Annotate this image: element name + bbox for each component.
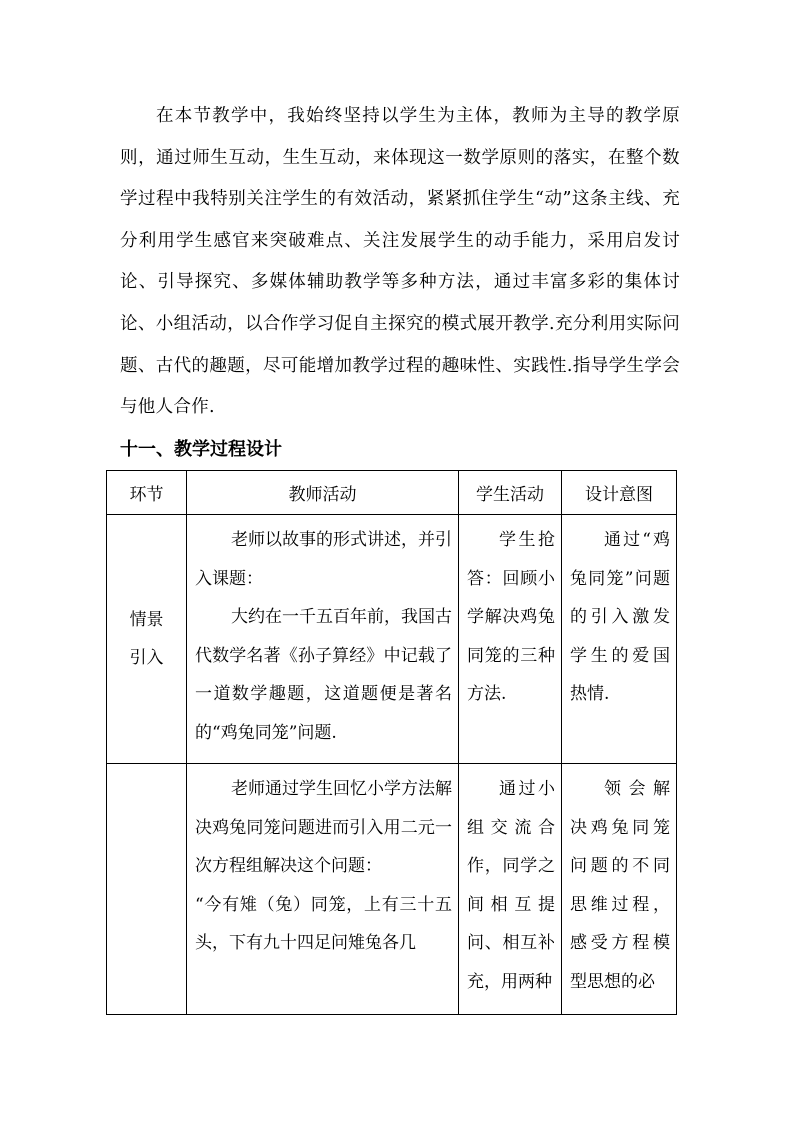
student-activity-text: 学生抢答：回顾小学解决鸡兔同笼的三种方法. bbox=[467, 530, 555, 704]
teacher-activity-text: 大约在一千五百年前，我国古代数学名著《孙子算经》中记载了一道数学趣题，这道题便是著名的“鸡兔同笼”问题. bbox=[195, 607, 452, 743]
student-activity-text: 通过小组交流合作，同学之间相互提问、相互补充，用两种 bbox=[467, 779, 555, 992]
design-intent-cell bbox=[562, 764, 677, 1015]
teaching-process-table bbox=[106, 470, 677, 1015]
env-label: 引入 bbox=[129, 648, 164, 668]
teacher-activity-cell bbox=[187, 764, 459, 1015]
header-design-intent: 设计意图 bbox=[562, 471, 677, 515]
student-activity-cell bbox=[459, 515, 562, 764]
teacher-activity-cell bbox=[187, 515, 459, 764]
design-intent-cell bbox=[562, 515, 677, 764]
table-header-row bbox=[107, 471, 677, 515]
table-row bbox=[107, 764, 677, 1015]
env-cell bbox=[107, 515, 187, 764]
design-intent-text: 领会解决鸡兔同笼问题的不同思维过程，感受方程模型思想的必 bbox=[570, 779, 670, 992]
student-activity-cell bbox=[459, 764, 562, 1015]
header-env: 环节 bbox=[107, 471, 187, 515]
header-teacher-activity: 教师活动 bbox=[187, 471, 459, 515]
section-heading: 十一、教学过程设计 bbox=[120, 439, 282, 460]
env-label: 情景 bbox=[129, 610, 164, 630]
teacher-activity-text: 老师通过学生回忆小学方法解决鸡兔同笼问题进而引入用二元一次方程组解决这个问题： bbox=[195, 779, 452, 876]
env-cell bbox=[107, 764, 187, 1015]
intro-paragraph: 在本节教学中，我始终坚持以学生为主体，教师为主导的教学原则，通过师生互动，生生互动，来体现这一数学原则的落实，在整个数学过程中我特别关注学生的有效活动，紧紧抓住学生“动”这条主线、充分利用学生感官来突破难点、关注发展学生的动手能力，采用启发讨论、引导探究、多媒体辅助教学等多种方法，通过丰富多彩的集体讨论、小组活动，以合作学习促自主探究的模式展开教学.充分利用实际问题、古代的趣题，尽可能增加教学过程的趣味性、实践性.指导学生学会与他人合作. bbox=[120, 106, 680, 418]
header-student-activity: 学生活动 bbox=[459, 471, 562, 515]
design-intent-text: 通过“鸡兔同笼”问题的引入激发学生的爱国热情. bbox=[570, 530, 670, 704]
table-row bbox=[107, 515, 677, 764]
teacher-activity-text: “今有雉（兔）同笼，上有三十五头，下有九十四足问雉兔各几 bbox=[195, 894, 452, 953]
teacher-activity-text: 老师以故事的形式讲述，并引入课题： bbox=[195, 530, 452, 589]
